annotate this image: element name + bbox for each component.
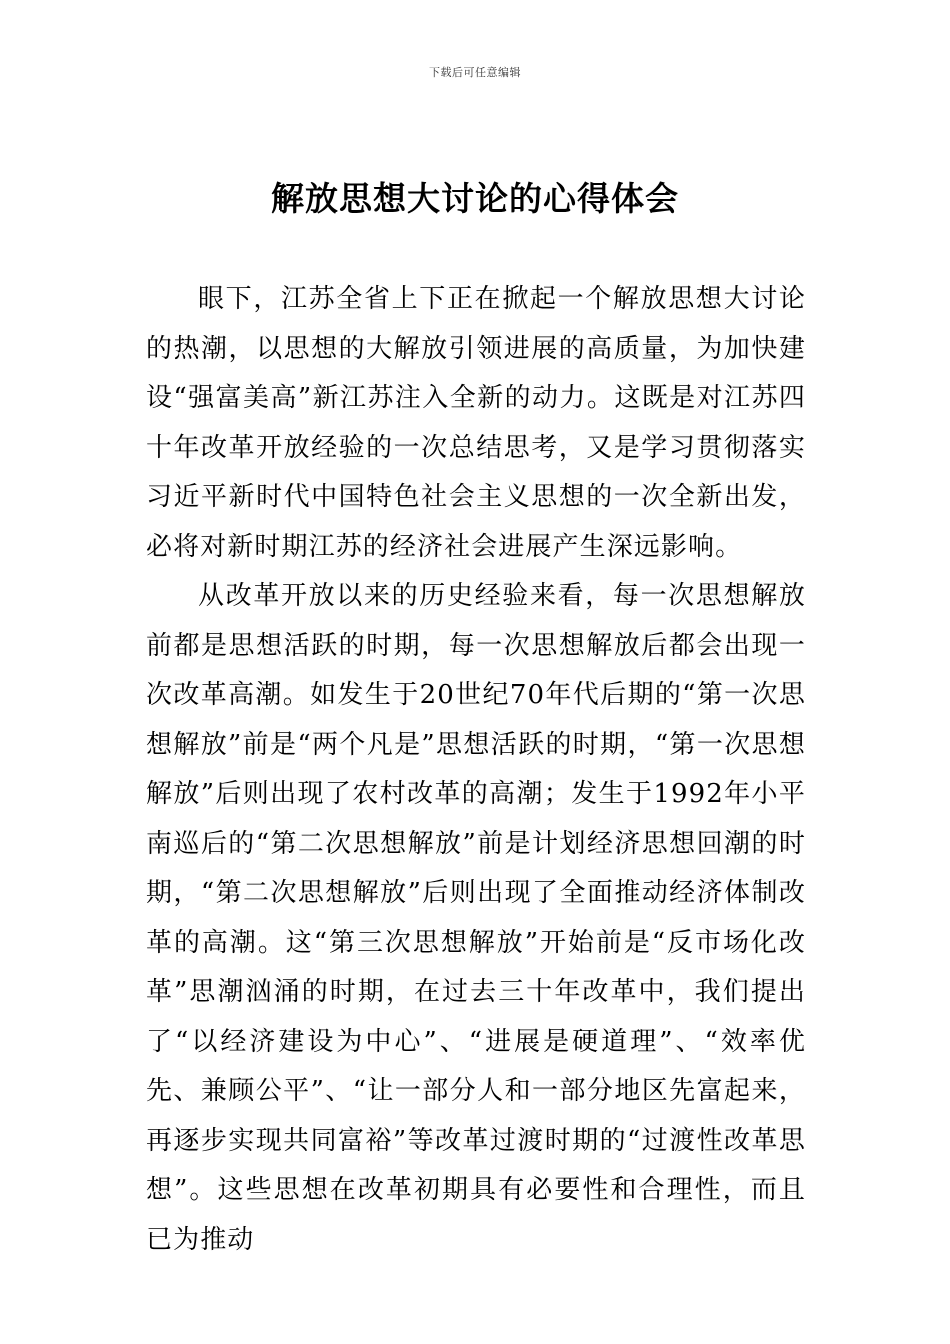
paragraph-2: 从改革开放以来的历史经验来看，每一次思想解放前都是思想活跃的时期，每一次思想解放后都会出现一次改革高潮。如发生于20世纪70年代后期的“第一次思想解放”前是“两个凡是”思想活跃的时期，“第一次思想解放”后则出现了农村改革的高潮；发生于1992年小平南巡后的“第二次思想解放”前是计划经济思想回潮的时期，“第二次思想解放”后则出现了全面推动经济体制改革的高潮。这“第三次思想解放”开始前是“反市场化改革”思潮汹涌的时期，在过去三十年改革中，我们提出了“以经济建设为中心”、“进展是硬道理”、“效率优先、兼顾公平”、“让一部分人和一部分地区先富起来，再逐步实现共同富裕”等改革过渡时期的“过渡性改革思想”。这些思想在改革初期具有必要性和合理性，而且已为推动 — [146, 581, 806, 1255]
document-body — [146, 275, 806, 1265]
header-note: 下载后可任意编辑 — [429, 66, 521, 79]
paragraph-1: 眼下，江苏全省上下正在掀起一个解放思想大讨论的热潮，以思想的大解放引领进展的高质量，为加快建设“强富美高”新江苏注入全新的动力。这既是对江苏四十年改革开放经验的一次总结思考，又是学习贯彻落实习近平新时代中国特色社会主义思想的一次全新出发，必将对新时期江苏的经济社会进展产生深远影响。 — [146, 284, 806, 562]
document-title: 解放思想大讨论的心得体会 — [271, 179, 679, 218]
